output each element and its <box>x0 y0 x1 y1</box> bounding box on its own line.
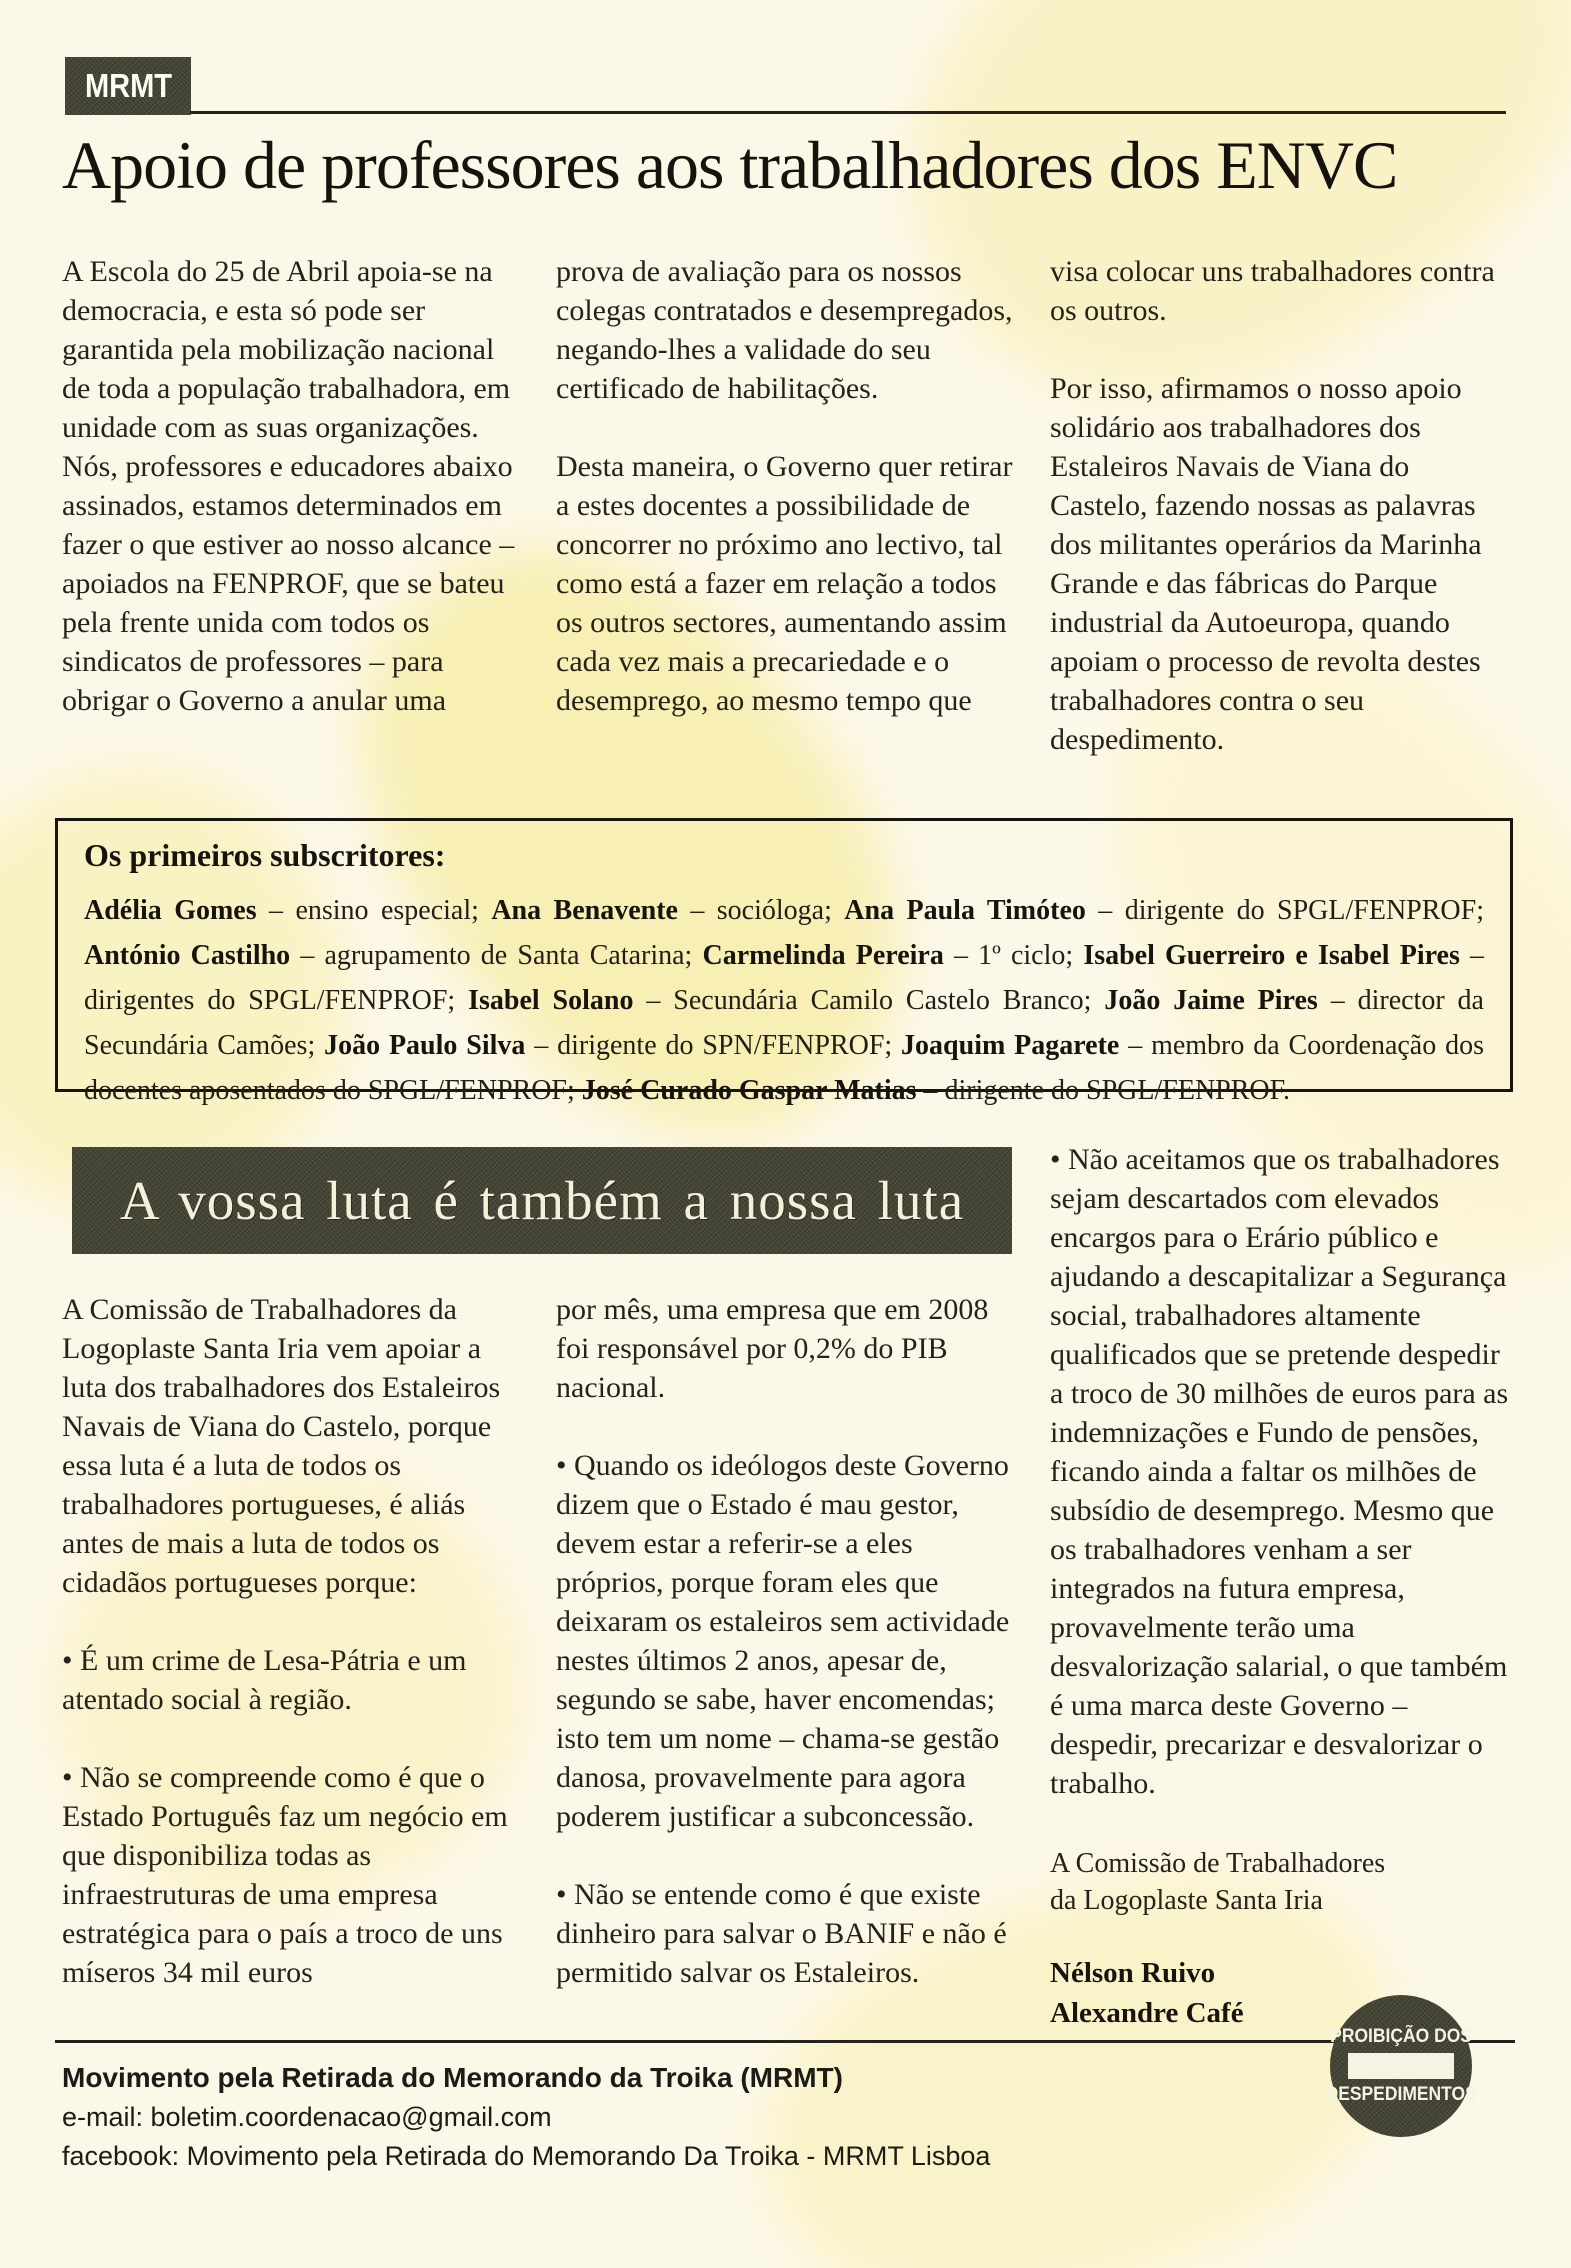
subscribers-list: Adélia Gomes – ensino especial; Ana Benavente – socióloga; Ana Paula Timóteo – dirigente do SPGL/FENPROF; António Castilho – agrupamento de Santa Catarina; Carmelinda Pereira – 1º ciclo; Isabel Guerreiro e Isabel Pires – dirigentes do SPGL/FENPROF; Isabel Solano – Secundária Camilo Castelo Branco; João Jaime Pires – director da Secundária Camões; João Paulo Silva – dirigente do SPN/FENPROF; Joaquim Pagarete – membro da Coordenação dos docentes aposentados do SPGL/FENPROF; José Curado Gaspar Matias – dirigente do SPGL/FENPROF. <box>84 895 1485 1106</box>
article2-column-3-text <box>1050 1140 1512 1803</box>
article2-column-2 <box>556 1290 1018 2031</box>
paragraph: Por isso, afirmamos o nosso apoio solidário aos trabalhadores dos Estaleiros Navais de Viana do Castelo, fazendo nossas as palavras dos militantes operários da Marinha Grande e das fábricas do Parque industrial da Autoeuropa, quando apoiam o processo de revolta destes trabalhadores contra o seu despedimento. <box>1050 372 1482 756</box>
article2-header-bar <box>72 1147 1012 1254</box>
article2-title: A vossa luta é também a nossa luta <box>119 1170 965 1231</box>
paragraph: • Não se compreende como é que o Estado Português faz um negócio em que disponibiliza todas as infraestruturas de uma empresa estratégica para o país a troco de uns míseros 34 mil euros <box>62 1761 508 1989</box>
subscribers-box <box>55 818 1513 1106</box>
subscribers-heading: Os primeiros subscritores: <box>84 837 446 873</box>
article1-column-2 <box>556 252 1018 759</box>
paragraph: Desta maneira, o Governo quer retirar a estes docentes a possibilidade de concorrer no próximo ano lectivo, tal como está a fazer em relação a todos os outros sectores, aumentando assim cada vez mais a precariedade e o desemprego, ao mesmo tempo que <box>556 450 1013 717</box>
subscriber-name: Isabel Guerreiro e Isabel Pires <box>1083 940 1460 971</box>
paragraph: visa colocar uns trabalhadores contra os outros. <box>1050 255 1495 327</box>
footer-divider <box>55 2040 1515 2043</box>
article2-column-3 <box>1050 1140 1512 2033</box>
subscriber-name: José Curado Gaspar Matias <box>581 1075 917 1106</box>
paragraph: A Comissão de Trabalhadores da Logoplaste Santa Iria vem apoiar a luta dos trabalhadores dos Estaleiros Navais de Viana do Castelo, porque essa luta é a luta de todos os trabalhadores portugueses, é aliás antes de mais a luta de todos os cidadãos portugueses porque: <box>62 1293 501 1599</box>
subscriber-name: António Castilho <box>84 940 291 971</box>
header-divider <box>190 111 1506 114</box>
subscriber-name: Joaquim Pagarete <box>901 1030 1120 1061</box>
stamp-text-bottom: DESPEDIMENTOS <box>1325 2084 1477 2105</box>
footer <box>62 2058 990 2176</box>
subscriber-name: Isabel Solano <box>468 985 634 1016</box>
subscriber-name: João Paulo Silva <box>324 1030 526 1061</box>
mrmt-logo-text: MRMT <box>84 67 172 104</box>
paragraph: • Não aceitamos que os trabalhadores sejam descartados com elevados encargos para o Erário público e ajudando a descapitalizar a Segurança social, trabalhadores altamente qualificados que se pretende despedir a troco de 30 milhões de euros para as indemnizações e Fundo de pensões, ficando ainda a faltar os milhões de subsídio de desemprego. Mesmo que os trabalhadores venham a ser integrados na futura empresa, provavelmente terão uma desvalorização salarial, o que também é uma marca deste Governo – despedir, precarizar e desvalorizar o trabalho. <box>1050 1143 1509 1800</box>
subscriber-name: Ana Paula Timóteo <box>844 895 1086 926</box>
subscriber-name: João Jaime Pires <box>1104 985 1318 1016</box>
prohibition-stamp <box>1325 1995 1477 2137</box>
subscriber-name: Ana Benavente <box>491 895 678 926</box>
article1-column-3 <box>1050 252 1512 798</box>
paragraph: por mês, uma empresa que em 2008 foi responsável por 0,2% do PIB nacional. <box>556 1293 989 1404</box>
signature-org <box>1050 1845 1512 1919</box>
subscriber-name: Adélia Gomes <box>84 895 257 926</box>
stamp-text-top: PROIBIÇÃO DOS <box>1330 2026 1472 2047</box>
paragraph: da Logoplaste Santa Iria <box>1050 1885 1323 1916</box>
paragraph: Alexandre Café <box>1050 1997 1244 2029</box>
paragraph: • É um crime de Lesa-Pátria e um atentado social à região. <box>62 1644 467 1716</box>
article1-column-1 <box>62 252 524 720</box>
paragraph: • Não se entende como é que existe dinheiro para salvar o BANIF e não é permitido salvar os Estaleiros. <box>556 1878 1007 1989</box>
footer-org: Movimento pela Retirada do Memorando da Troika (MRMT) <box>62 2062 843 2093</box>
subscriber-name: Carmelinda Pereira <box>702 940 944 971</box>
mrmt-logo <box>65 57 191 115</box>
article1-title: Apoio de professores aos trabalhadores dos ENVC <box>62 127 1398 203</box>
paragraph: A Escola do 25 de Abril apoia-se na democracia, e esta só pode ser garantida pela mobilização nacional de toda a população trabalhadora, em unidade com as suas organizações. <box>62 255 511 444</box>
paragraph: • Quando os ideólogos deste Governo dizem que o Estado é mau gestor, devem estar a referir-se a eles próprios, porque foram eles que deixaram os estaleiros sem actividade nestes últimos 2 anos, apesar de, segundo se sabe, haver encomendas; isto tem um nome – chama-se gestão danosa, provavelmente para agora poderem justificar a subconcessão. <box>556 1449 1010 1833</box>
paragraph: Nélson Ruivo <box>1050 1957 1216 1989</box>
footer-facebook: facebook: Movimento pela Retirada do Memorando Da Troika - MRMT Lisboa <box>62 2141 991 2171</box>
paragraph: A Comissão de Trabalhadores <box>1050 1848 1386 1879</box>
footer-email: e-mail: boletim.coordenacao@gmail.com <box>62 2102 552 2132</box>
paragraph: Nós, professores e educadores abaixo assinados, estamos determinados em fazer o que estiver ao nosso alcance – apoiados na FENPROF, que se bateu pela frente unida com todos os sindicatos de professores – para obrigar o Governo a anular uma <box>62 450 515 717</box>
stamp-white-bar <box>1348 2053 1454 2079</box>
paragraph: prova de avaliação para os nossos colegas contratados e desempregados, negando-lhes a validade do seu certificado de habilitações. <box>556 255 1013 405</box>
article2-column-1 <box>62 1290 524 2031</box>
